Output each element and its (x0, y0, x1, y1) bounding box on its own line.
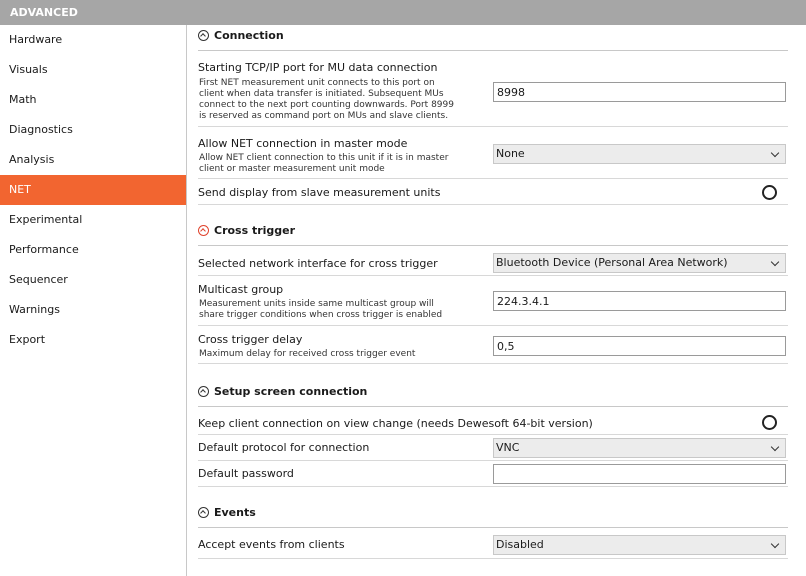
collapse-icon[interactable] (198, 225, 209, 236)
sidebar-item-hardware[interactable]: Hardware (9, 33, 63, 46)
sidebar-item-sequencer[interactable]: Sequencer (9, 273, 68, 286)
send-display-label: Send display from slave measurement units (198, 186, 441, 199)
keep-client-label: Keep client connection on view change (needs Dewesoft 64-bit version) (198, 417, 593, 430)
sidebar-item-diagnostics[interactable]: Diagnostics (9, 123, 73, 136)
master-mode-select[interactable] (493, 144, 786, 164)
cross-trigger-interface-value: Bluetooth Device (Personal Area Network) (496, 256, 728, 269)
section-title-events: Events (214, 506, 256, 519)
setting-row-keep-client (198, 411, 788, 435)
send-display-radio[interactable] (762, 185, 777, 200)
multicast-group-input[interactable] (493, 291, 786, 311)
sidebar (0, 25, 187, 576)
tcp-port-input[interactable] (493, 82, 786, 102)
sidebar-item-visuals[interactable]: Visuals (9, 63, 48, 76)
accept-events-value: Disabled (496, 538, 544, 551)
chevron-down-icon (771, 258, 779, 266)
setting-row-multicast-group (198, 276, 788, 326)
multicast-group-label: Multicast group (198, 283, 284, 296)
setting-row-tcp-port (198, 55, 788, 127)
sidebar-item-net[interactable]: NET (0, 175, 186, 205)
section-header-setup-screen[interactable] (198, 385, 788, 407)
section-header-events[interactable] (198, 506, 788, 528)
cross-trigger-interface-label: Selected network interface for cross trigger (198, 257, 438, 270)
default-password-input[interactable] (493, 464, 786, 484)
chevron-down-icon (771, 149, 779, 157)
sidebar-item-math[interactable]: Math (9, 93, 37, 106)
cross-trigger-delay-input[interactable] (493, 336, 786, 356)
multicast-group-description: Measurement units inside same multicast group will share trigger conditions when cross trigger is enabled (199, 299, 443, 320)
setting-row-cross-trigger-interface (198, 250, 788, 276)
collapse-icon[interactable] (198, 386, 209, 397)
sidebar-item-performance[interactable]: Performance (9, 243, 79, 256)
section-header-connection[interactable] (198, 29, 788, 51)
chevron-down-icon (771, 540, 779, 548)
sidebar-item-warnings[interactable]: Warnings (9, 303, 60, 316)
tcp-port-description: First NET measurement unit connects to this port on client when data transfer is initiated. Subsequent MUs connect to the next port counting downwards. Port 8999 is reserved as command port on MUs and slave clients. (199, 78, 454, 121)
sidebar-item-experimental[interactable]: Experimental (9, 213, 83, 226)
setting-row-default-password (198, 461, 788, 487)
collapse-icon[interactable] (198, 507, 209, 518)
default-protocol-label: Default protocol for connection (198, 441, 370, 454)
cross-trigger-delay-description: Maximum delay for received cross trigger event (199, 349, 416, 359)
default-protocol-select[interactable] (493, 438, 786, 458)
default-protocol-value: VNC (496, 441, 520, 454)
setting-row-cross-trigger-delay (198, 326, 788, 364)
chevron-down-icon (771, 443, 779, 451)
section-title-cross-trigger: Cross trigger (214, 224, 296, 237)
master-mode-description: Allow NET client connection to this unit if it is in master client or master measurement unit mode (199, 153, 449, 174)
settings-panel (187, 25, 806, 576)
sidebar-item-analysis[interactable]: Analysis (9, 153, 55, 166)
default-password-label: Default password (198, 467, 294, 480)
setting-row-send-display (198, 179, 788, 205)
setting-row-accept-events (198, 532, 788, 559)
accept-events-select[interactable] (493, 535, 786, 555)
tcp-port-label: Starting TCP/IP port for MU data connection (198, 61, 438, 74)
setting-row-master-mode (198, 127, 788, 179)
section-title-setup-screen: Setup screen connection (214, 385, 368, 398)
cross-trigger-interface-select[interactable] (493, 253, 786, 273)
window-title-bar (0, 0, 806, 25)
section-title-connection: Connection (214, 29, 284, 42)
collapse-icon[interactable] (198, 30, 209, 41)
sidebar-item-export[interactable]: Export (9, 333, 46, 346)
master-mode-label: Allow NET connection in master mode (198, 137, 408, 150)
setting-row-default-protocol (198, 435, 788, 461)
keep-client-radio[interactable] (762, 415, 777, 430)
accept-events-label: Accept events from clients (198, 538, 345, 551)
master-mode-value: None (496, 147, 525, 160)
cross-trigger-delay-label: Cross trigger delay (198, 333, 303, 346)
window-title: ADVANCED (10, 6, 78, 19)
section-header-cross-trigger[interactable] (198, 224, 788, 246)
